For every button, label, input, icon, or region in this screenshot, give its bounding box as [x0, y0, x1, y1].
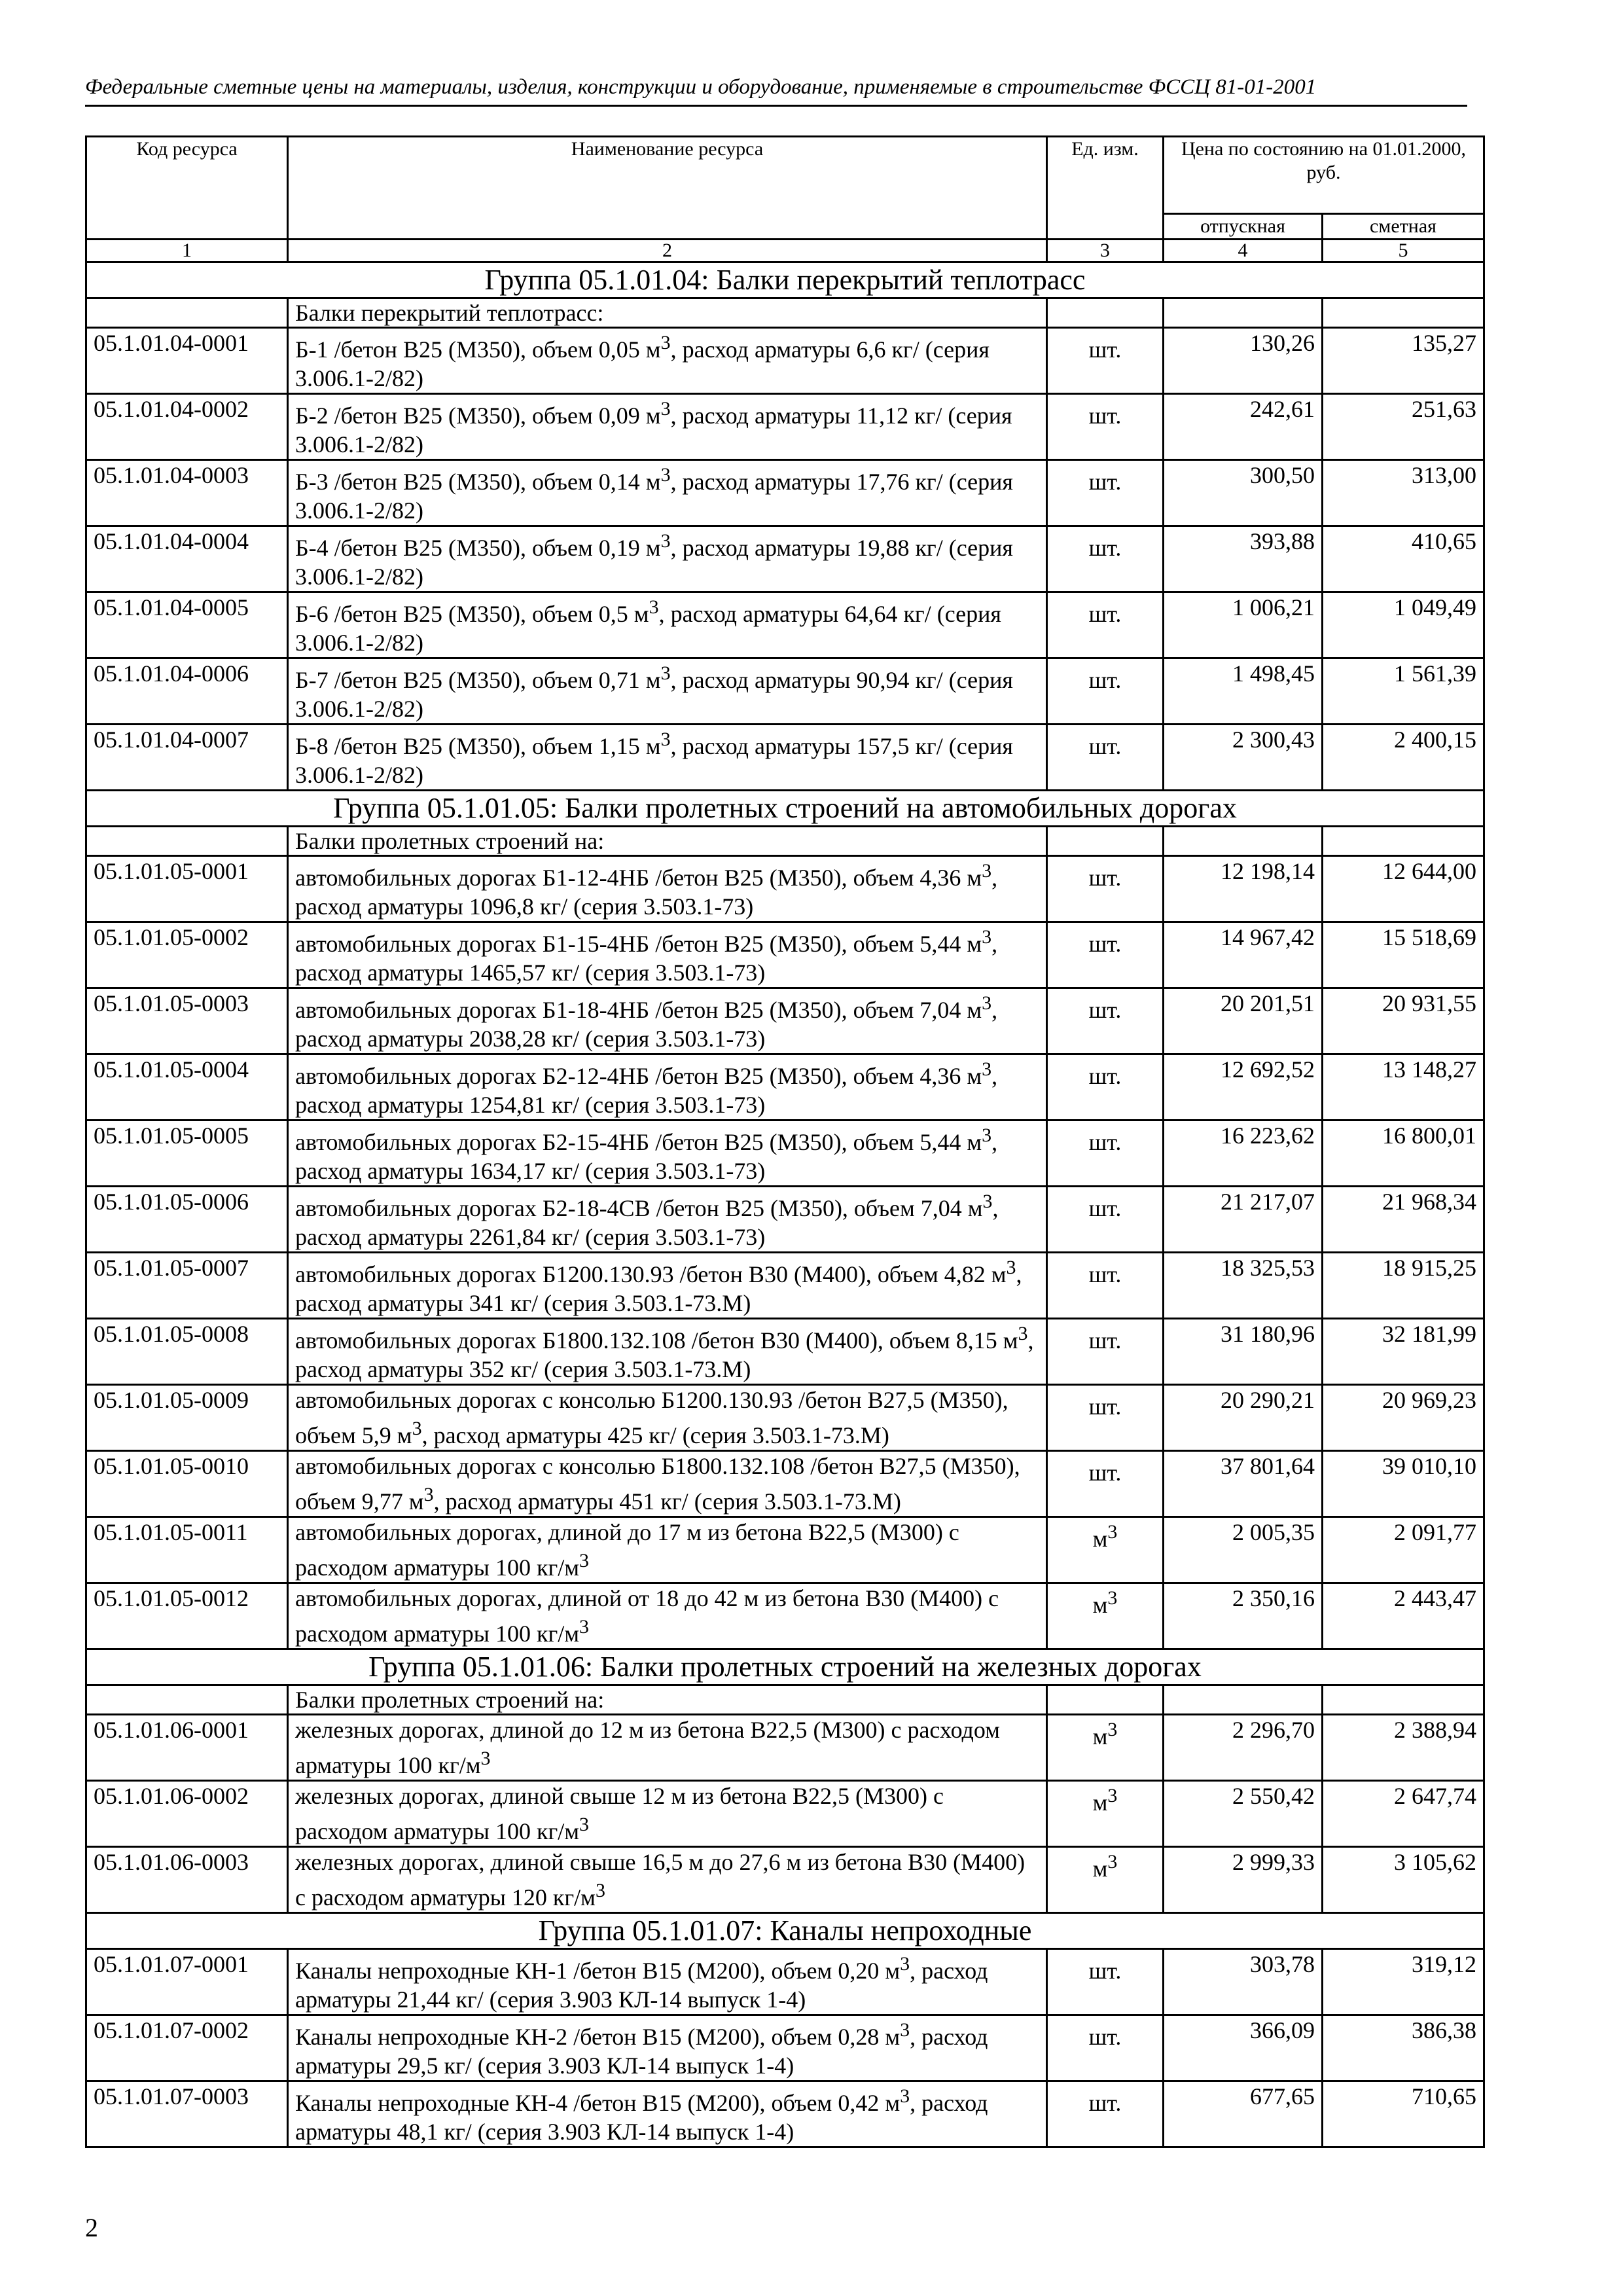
release-price: 18 325,53 [1164, 1253, 1323, 1319]
resource-name-text: автомобильных дорогах Б2-12-4НБ /бетон B25 (M350), объем 4,36 м [295, 1063, 982, 1089]
unit-text: шт. [1088, 1261, 1122, 1287]
estimate-price: 32 181,99 [1323, 1319, 1484, 1385]
unit-cell [1047, 1187, 1164, 1253]
table-row [86, 1847, 1484, 1913]
column-number-row [86, 240, 1484, 262]
unit-text: шт. [1088, 1393, 1122, 1420]
resource-name [288, 592, 1047, 658]
resource-name-superscript: 3 [649, 596, 659, 618]
unit-text: м [1092, 1526, 1108, 1552]
unit-text: м [1092, 1789, 1108, 1816]
group-title: Группа 05.1.01.07: Каналы непроходные [86, 1913, 1484, 1949]
resource-code: 05.1.01.06-0003 [86, 1847, 288, 1913]
estimate-price: 2 400,15 [1323, 725, 1484, 791]
resource-name-superscript: 3 [660, 332, 671, 353]
resource-name-text-tail: , расход арматуры 2038,28 кг/ (серия 3.503.1-73) [295, 997, 998, 1052]
estimate-price: 1 049,49 [1323, 592, 1484, 658]
resource-name-superscript: 3 [480, 1748, 491, 1769]
resource-name-text: Каналы непроходные КН-1 /бетон B15 (M200), объем 0,20 м [295, 1958, 901, 1984]
table-row [86, 856, 1484, 922]
estimate-price: 251,63 [1323, 394, 1484, 460]
empty-cell [86, 1685, 288, 1715]
release-price: 16 223,62 [1164, 1121, 1323, 1187]
empty-cell [1047, 298, 1164, 328]
resource-name-superscript: 3 [982, 1058, 992, 1080]
resource-code: 05.1.01.04-0007 [86, 725, 288, 791]
resource-name [288, 658, 1047, 725]
release-price: 2 300,43 [1164, 725, 1323, 791]
group-title: Группа 05.1.01.06: Балки пролетных строений на железных дорогах [86, 1649, 1484, 1685]
resource-code: 05.1.01.05-0006 [86, 1187, 288, 1253]
resource-name [288, 394, 1047, 460]
resource-name-text: Б-2 /бетон B25 (M350), объем 0,09 м [295, 403, 661, 429]
resource-name-text-tail: , расход арматуры 341 кг/ (серия 3.503.1-73.М) [295, 1261, 1022, 1316]
unit-text: шт. [1088, 535, 1122, 561]
resource-name-superscript: 3 [595, 1880, 605, 1901]
estimate-price: 21 968,34 [1323, 1187, 1484, 1253]
resource-code: 05.1.01.07-0003 [86, 2081, 288, 2147]
estimate-price: 3 105,62 [1323, 1847, 1484, 1913]
resource-name-text-tail: , расход арматуры 451 кг/ (серия 3.503.1-73.М) [433, 1488, 901, 1515]
resource-name-text: Каналы непроходные КН-2 /бетон B15 (M200), объем 0,28 м [295, 2024, 901, 2050]
estimate-price: 2 443,47 [1323, 1583, 1484, 1649]
unit-cell [1047, 658, 1164, 725]
subgroup-row [86, 1685, 1484, 1715]
estimate-price: 2 388,94 [1323, 1715, 1484, 1781]
resource-name-superscript: 3 [660, 662, 671, 684]
release-price: 31 180,96 [1164, 1319, 1323, 1385]
resource-name-text: железных дорогах, длиной до 12 м из бетона B22,5 (M300) с расходом арматуры 100 кг/м [295, 1717, 1000, 1778]
table-row [86, 1253, 1484, 1319]
resource-name-text-tail: , расход арматуры 1465,57 кг/ (серия 3.503.1-73) [295, 931, 998, 986]
resource-name [288, 1781, 1047, 1847]
release-price: 130,26 [1164, 328, 1323, 394]
unit-text: м [1092, 1592, 1108, 1618]
col-header-code: Код ресурса [86, 137, 288, 240]
unit-text: шт. [1088, 931, 1122, 957]
table-row [86, 725, 1484, 791]
unit-cell [1047, 1319, 1164, 1385]
table-row [86, 2081, 1484, 2147]
resource-name-text-tail: , расход арматуры 1634,17 кг/ (серия 3.503.1-73) [295, 1129, 998, 1184]
table-row [86, 1715, 1484, 1781]
resource-name-superscript: 3 [900, 2019, 910, 2041]
resource-code: 05.1.01.04-0003 [86, 460, 288, 526]
col-header-name: Наименование ресурса [288, 137, 1047, 240]
resource-name-superscript: 3 [579, 1550, 589, 1571]
subgroup-row [86, 827, 1484, 856]
release-price: 2 999,33 [1164, 1847, 1323, 1913]
resource-name-superscript: 3 [412, 1418, 422, 1439]
unit-text: шт. [1088, 601, 1122, 627]
resource-code: 05.1.01.05-0007 [86, 1253, 288, 1319]
resource-name [288, 1385, 1047, 1451]
resource-code: 05.1.01.07-0001 [86, 1949, 288, 2015]
resource-name-text-tail: , расход арматуры 21,44 кг/ (серия 3.903 КЛ-14 выпуск 1-4) [295, 1958, 988, 2013]
resource-name [288, 2015, 1047, 2081]
resource-name [288, 1517, 1047, 1583]
resource-name-superscript: 3 [982, 1124, 992, 1146]
resource-name-superscript: 3 [900, 1953, 910, 1975]
unit-cell [1047, 2015, 1164, 2081]
unit-text: шт. [1088, 1195, 1122, 1221]
unit-superscript: 3 [1107, 1521, 1118, 1543]
resource-code: 05.1.01.05-0001 [86, 856, 288, 922]
resource-name-text-tail: , расход арматуры 157,5 кг/ (серия 3.006.1-2/82) [295, 733, 1013, 788]
column-number: 2 [288, 240, 1047, 262]
estimate-price: 410,65 [1323, 526, 1484, 592]
resource-name-superscript: 3 [660, 464, 671, 486]
estimate-price: 20 931,55 [1323, 988, 1484, 1054]
resource-code: 05.1.01.05-0005 [86, 1121, 288, 1187]
resource-code: 05.1.01.06-0002 [86, 1781, 288, 1847]
table-header-row [86, 137, 1484, 214]
table-row [86, 1121, 1484, 1187]
unit-text: м [1092, 1723, 1108, 1749]
resource-name-text: автомобильных дорогах, длиной от 18 до 42 м из бетона B30 (M400) с расходом арматуры 100 кг/м [295, 1585, 999, 1647]
table-row [86, 394, 1484, 460]
resource-name-text-tail: , расход арматуры 2261,84 кг/ (серия 3.503.1-73) [295, 1195, 999, 1250]
release-price: 2 350,16 [1164, 1583, 1323, 1649]
empty-cell [1323, 827, 1484, 856]
resource-name-text: Б-6 /бетон B25 (M350), объем 0,5 м [295, 601, 649, 627]
table-row [86, 328, 1484, 394]
unit-text: шт. [1088, 1129, 1122, 1155]
estimate-price: 39 010,10 [1323, 1451, 1484, 1517]
resource-code: 05.1.01.05-0012 [86, 1583, 288, 1649]
resource-name [288, 460, 1047, 526]
resource-code: 05.1.01.06-0001 [86, 1715, 288, 1781]
unit-cell [1047, 1121, 1164, 1187]
resource-name [288, 1319, 1047, 1385]
release-price: 677,65 [1164, 2081, 1323, 2147]
unit-cell [1047, 1517, 1164, 1583]
resource-name-text: железных дорогах, длиной свыше 16,5 м до 27,6 м из бетона B30 (M400) с расходом арматуры 120 кг/м [295, 1849, 1026, 1910]
release-price: 2 296,70 [1164, 1715, 1323, 1781]
resource-name-text: автомобильных дорогах Б1200.130.93 /бетон B30 (M400), объем 4,82 м [295, 1261, 1007, 1287]
resource-name-text: Б-1 /бетон B25 (M350), объем 0,05 м [295, 336, 661, 363]
estimate-price: 135,27 [1323, 328, 1484, 394]
table-row [86, 1054, 1484, 1121]
estimate-price: 12 644,00 [1323, 856, 1484, 922]
unit-superscript: 3 [1107, 1587, 1118, 1609]
column-number: 4 [1164, 240, 1323, 262]
table-row [86, 1319, 1484, 1385]
column-number: 1 [86, 240, 288, 262]
table-body [86, 262, 1484, 2147]
unit-superscript: 3 [1107, 1719, 1118, 1740]
unit-text: шт. [1088, 2024, 1122, 2050]
resource-code: 05.1.01.05-0011 [86, 1517, 288, 1583]
group-title: Группа 05.1.01.05: Балки пролетных строений на автомобильных дорогах [86, 791, 1484, 827]
empty-cell [86, 298, 288, 328]
column-number: 3 [1047, 240, 1164, 262]
resource-code: 05.1.01.05-0002 [86, 922, 288, 988]
table-row [86, 1949, 1484, 2015]
resource-name-superscript: 3 [579, 1616, 589, 1638]
resource-code: 05.1.01.04-0001 [86, 328, 288, 394]
subgroup-title: Балки пролетных строений на: [288, 827, 1047, 856]
col-header-estimate: сметная [1323, 214, 1484, 240]
resource-name [288, 1187, 1047, 1253]
unit-text: шт. [1088, 1460, 1122, 1486]
resource-name-superscript: 3 [660, 728, 671, 750]
resource-name-superscript: 3 [982, 992, 992, 1014]
estimate-price: 2 647,74 [1323, 1781, 1484, 1847]
resource-name [288, 1583, 1047, 1649]
resource-code: 05.1.01.04-0002 [86, 394, 288, 460]
group-header-row [86, 791, 1484, 827]
resource-name-text-tail: , расход арматуры 6,6 кг/ (серия 3.006.1-2/82) [295, 336, 990, 391]
subgroup-title: Балки перекрытий теплотрасс: [288, 298, 1047, 328]
estimate-price: 313,00 [1323, 460, 1484, 526]
estimate-price: 1 561,39 [1323, 658, 1484, 725]
table-row [86, 1781, 1484, 1847]
resource-name-text: автомобильных дорогах Б1-18-4НБ /бетон B25 (M350), объем 7,04 м [295, 997, 982, 1023]
resource-name-superscript: 3 [982, 860, 992, 882]
resource-name [288, 1949, 1047, 2015]
resource-code: 05.1.01.05-0009 [86, 1385, 288, 1451]
resource-name-text-tail: , расход арматуры 11,12 кг/ (серия 3.006.1-2/82) [295, 403, 1012, 457]
estimate-price: 15 518,69 [1323, 922, 1484, 988]
release-price: 20 201,51 [1164, 988, 1323, 1054]
resource-name [288, 922, 1047, 988]
unit-cell [1047, 988, 1164, 1054]
unit-cell [1047, 2081, 1164, 2147]
resource-name-text-tail: , расход арматуры 48,1 кг/ (серия 3.903 КЛ-14 выпуск 1-4) [295, 2090, 988, 2145]
table-row [86, 988, 1484, 1054]
resource-name-text: железных дорогах, длиной свыше 12 м из бетона B22,5 (M300) с расходом арматуры 100 кг/м [295, 1783, 944, 1844]
resource-name [288, 328, 1047, 394]
unit-cell [1047, 725, 1164, 791]
release-price: 366,09 [1164, 2015, 1323, 2081]
resource-name-text-tail: , расход арматуры 425 кг/ (серия 3.503.1-73.М) [421, 1422, 889, 1448]
resource-name [288, 1847, 1047, 1913]
group-header-row [86, 262, 1484, 298]
resource-name [288, 1253, 1047, 1319]
estimate-price: 319,12 [1323, 1949, 1484, 2015]
table-row [86, 658, 1484, 725]
resource-name-text-tail: , расход арматуры 64,64 кг/ (серия 3.006.1-2/82) [295, 601, 1001, 656]
unit-cell [1047, 1847, 1164, 1913]
resource-name-superscript: 3 [660, 530, 671, 552]
unit-cell [1047, 856, 1164, 922]
release-price: 37 801,64 [1164, 1451, 1323, 1517]
unit-cell [1047, 1054, 1164, 1121]
resource-name [288, 725, 1047, 791]
resource-name-text: Б-8 /бетон B25 (M350), объем 1,15 м [295, 733, 661, 759]
unit-cell [1047, 1385, 1164, 1451]
col-header-price: Цена по состоянию на 01.01.2000, руб. [1164, 137, 1484, 214]
release-price: 393,88 [1164, 526, 1323, 592]
unit-text: шт. [1088, 1958, 1122, 1984]
resource-name-superscript: 3 [982, 1191, 993, 1212]
release-price: 20 290,21 [1164, 1385, 1323, 1451]
resource-name-text: Б-4 /бетон B25 (M350), объем 0,19 м [295, 535, 661, 561]
unit-text: шт. [1088, 997, 1122, 1023]
empty-cell [86, 827, 288, 856]
unit-text: шт. [1088, 336, 1122, 363]
estimate-price: 18 915,25 [1323, 1253, 1484, 1319]
resource-name-text: автомобильных дорогах Б1-12-4НБ /бетон B25 (M350), объем 4,36 м [295, 865, 982, 891]
unit-cell [1047, 394, 1164, 460]
resource-name-superscript: 3 [900, 2085, 910, 2107]
unit-text: шт. [1088, 733, 1122, 759]
resource-name-text: автомобильных дорогах с консолью Б1800.132.108 /бетон B27,5 (M350), объем 9,77 м [295, 1453, 1020, 1515]
resource-name-superscript: 3 [660, 398, 671, 420]
release-price: 14 967,42 [1164, 922, 1323, 988]
resource-name [288, 1054, 1047, 1121]
column-number: 5 [1323, 240, 1484, 262]
resource-code: 05.1.01.05-0003 [86, 988, 288, 1054]
unit-text: шт. [1088, 1327, 1122, 1354]
resource-name [288, 988, 1047, 1054]
subgroup-row [86, 298, 1484, 328]
resource-name [288, 856, 1047, 922]
resource-name-superscript: 3 [423, 1484, 434, 1505]
release-price: 12 198,14 [1164, 856, 1323, 922]
estimate-price: 16 800,01 [1323, 1121, 1484, 1187]
resource-name-superscript: 3 [579, 1814, 589, 1835]
unit-cell [1047, 1781, 1164, 1847]
estimate-price: 2 091,77 [1323, 1517, 1484, 1583]
estimate-price: 13 148,27 [1323, 1054, 1484, 1121]
unit-cell [1047, 328, 1164, 394]
unit-cell [1047, 526, 1164, 592]
resource-code: 05.1.01.05-0008 [86, 1319, 288, 1385]
table-row [86, 922, 1484, 988]
resource-name-text-tail: , расход арматуры 90,94 кг/ (серия 3.006.1-2/82) [295, 667, 1013, 722]
resource-name-text-tail: , расход арматуры 1096,8 кг/ (серия 3.503.1-73) [295, 865, 998, 920]
resource-name [288, 2081, 1047, 2147]
release-price: 1 498,45 [1164, 658, 1323, 725]
page-number: 2 [85, 2213, 98, 2242]
unit-text: шт. [1088, 469, 1122, 495]
resource-name-text: автомобильных дорогах с консолью Б1200.130.93 /бетон B27,5 (M350), объем 5,9 м [295, 1387, 1008, 1448]
resource-name-text: Б-3 /бетон B25 (M350), объем 0,14 м [295, 469, 661, 495]
unit-cell [1047, 922, 1164, 988]
empty-cell [1323, 1685, 1484, 1715]
unit-cell [1047, 1583, 1164, 1649]
table-row [86, 2015, 1484, 2081]
table-row [86, 592, 1484, 658]
empty-cell [1047, 827, 1164, 856]
resource-name [288, 1715, 1047, 1781]
resource-name-text: автомобильных дорогах, длиной до 17 м из бетона B22,5 (M300) с расходом арматуры 100 кг/м [295, 1519, 959, 1581]
resource-name-text-tail: , расход арматуры 29,5 кг/ (серия 3.903 КЛ-14 выпуск 1-4) [295, 2024, 988, 2079]
unit-text: м [1092, 1856, 1108, 1882]
resource-name [288, 1451, 1047, 1517]
unit-text: шт. [1088, 2090, 1122, 2116]
release-price: 303,78 [1164, 1949, 1323, 2015]
resource-name-text-tail: , расход арматуры 1254,81 кг/ (серия 3.503.1-73) [295, 1063, 998, 1118]
resource-name-text: автомобильных дорогах Б1800.132.108 /бетон B30 (M400), объем 8,15 м [295, 1327, 1018, 1354]
resource-code: 05.1.01.05-0010 [86, 1451, 288, 1517]
col-header-unit: Ед. изм. [1047, 137, 1164, 240]
resource-name-text: Каналы непроходные КН-4 /бетон B15 (M200), объем 0,42 м [295, 2090, 901, 2116]
table-row [86, 1385, 1484, 1451]
unit-text: шт. [1088, 865, 1122, 891]
estimate-price: 710,65 [1323, 2081, 1484, 2147]
resource-code: 05.1.01.04-0005 [86, 592, 288, 658]
group-header-row [86, 1649, 1484, 1685]
release-price: 300,50 [1164, 460, 1323, 526]
release-price: 2 005,35 [1164, 1517, 1323, 1583]
table-row [86, 1517, 1484, 1583]
unit-superscript: 3 [1107, 1851, 1118, 1873]
resource-name-superscript: 3 [1006, 1257, 1016, 1278]
header-rule [85, 105, 1467, 107]
unit-cell [1047, 1451, 1164, 1517]
group-title: Группа 05.1.01.04: Балки перекрытий теплотрасс [86, 262, 1484, 298]
empty-cell [1164, 827, 1323, 856]
resource-name-text: Б-7 /бетон B25 (M350), объем 0,71 м [295, 667, 661, 693]
price-table [85, 135, 1485, 2148]
unit-cell [1047, 1715, 1164, 1781]
resource-name-superscript: 3 [1018, 1323, 1028, 1344]
running-header: Федеральные сметные цены на материалы, изделия, конструкции и оборудование, применяемые в строительстве ФССЦ 81-01-2001 [85, 75, 1317, 99]
estimate-price: 386,38 [1323, 2015, 1484, 2081]
table-row [86, 526, 1484, 592]
resource-code: 05.1.01.04-0006 [86, 658, 288, 725]
release-price: 242,61 [1164, 394, 1323, 460]
col-header-release: отпускная [1164, 214, 1323, 240]
resource-code: 05.1.01.04-0004 [86, 526, 288, 592]
resource-name-text: автомобильных дорогах Б2-15-4НБ /бетон B25 (M350), объем 5,44 м [295, 1129, 982, 1155]
release-price: 1 006,21 [1164, 592, 1323, 658]
resource-code: 05.1.01.05-0004 [86, 1054, 288, 1121]
table-row [86, 1187, 1484, 1253]
resource-name-text: автомобильных дорогах Б1-15-4НБ /бетон B25 (M350), объем 5,44 м [295, 931, 982, 957]
estimate-price: 20 969,23 [1323, 1385, 1484, 1451]
resource-code: 05.1.01.07-0002 [86, 2015, 288, 2081]
table-row [86, 1451, 1484, 1517]
unit-text: шт. [1088, 1063, 1122, 1089]
resource-name [288, 1121, 1047, 1187]
unit-cell [1047, 592, 1164, 658]
empty-cell [1323, 298, 1484, 328]
resource-name-text-tail: , расход арматуры 17,76 кг/ (серия 3.006.1-2/82) [295, 469, 1013, 524]
resource-name [288, 526, 1047, 592]
empty-cell [1047, 1685, 1164, 1715]
empty-cell [1164, 1685, 1323, 1715]
resource-name-text-tail: , расход арматуры 352 кг/ (серия 3.503.1-73.М) [295, 1327, 1034, 1382]
release-price: 12 692,52 [1164, 1054, 1323, 1121]
unit-text: шт. [1088, 667, 1122, 693]
unit-cell [1047, 460, 1164, 526]
unit-cell [1047, 1949, 1164, 2015]
unit-text: шт. [1088, 403, 1122, 429]
resource-name-text: автомобильных дорогах Б2-18-4СВ /бетон B25 (M350), объем 7,04 м [295, 1195, 983, 1221]
release-price: 21 217,07 [1164, 1187, 1323, 1253]
table-row [86, 460, 1484, 526]
empty-cell [1164, 298, 1323, 328]
release-price: 2 550,42 [1164, 1781, 1323, 1847]
unit-cell [1047, 1253, 1164, 1319]
subgroup-title: Балки пролетных строений на: [288, 1685, 1047, 1715]
resource-name-superscript: 3 [982, 926, 992, 948]
table-row [86, 1583, 1484, 1649]
unit-superscript: 3 [1107, 1785, 1118, 1806]
group-header-row [86, 1913, 1484, 1949]
resource-name-text-tail: , расход арматуры 19,88 кг/ (серия 3.006.1-2/82) [295, 535, 1013, 590]
